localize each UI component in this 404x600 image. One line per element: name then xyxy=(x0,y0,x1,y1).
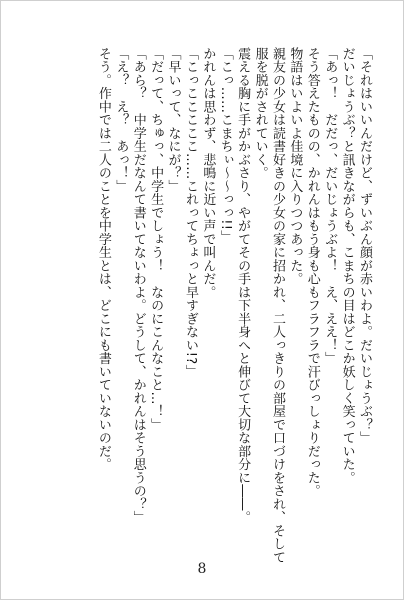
text-line: だいじょうぶ？と訊きながらも、こまちの目はどこか妖しく笑っていた。 xyxy=(339,47,355,485)
text-line: そう答えたものの、かれんはもう身も心もフラフラで汗びっしょりだった。 xyxy=(304,47,320,498)
text-line: 「だって、ちゅっ、中学生でしょう！ なのにこんなこと…！」 xyxy=(148,47,164,432)
text-line: 服を脱がされていく。 xyxy=(252,47,268,180)
text-line: 「こっこここここ……これってちょっと早すぎない!?」 xyxy=(182,47,198,378)
text-line: 「え？ え？ あっ！」 xyxy=(113,47,129,193)
text-line: 「こっ……こまちぃ～～っっ!!」 xyxy=(217,47,233,244)
text-line: 「早いって、なにが？」 xyxy=(165,47,181,193)
text-line: かれんは思わず、悲鳴に近い声で叫んだ。 xyxy=(200,47,216,299)
text-line: 親友の少女は読書好きの少女の家に招かれ、二人っきりの部屋で口づけをされ、そして xyxy=(269,47,285,564)
text-line: 「あら？ 中学生だなんて書いてないわよ。どうして、かれんはそう思うの？」 xyxy=(130,47,146,524)
page-number: 8 xyxy=(197,561,207,577)
text-line: そう。作中では二人のことを中学生とは、どこにも書いていないのだ。 xyxy=(95,47,111,471)
text-line: 「それはいいんだけど、ずいぶん顔が赤いわよ。だいじょうぶ？」 xyxy=(357,47,372,445)
text-line: 震える胸に手がかぶさり、やがてその手は下半身へと伸びて大切な部分に――。 xyxy=(235,47,251,524)
vertical-text-block xyxy=(95,47,374,564)
text-line: 「あっ！ だだっ、だいじょうぶよ！ え、ええ！」 xyxy=(322,47,338,365)
text-line: 物語はいよいよ佳境に入りつつあった。 xyxy=(287,47,303,286)
